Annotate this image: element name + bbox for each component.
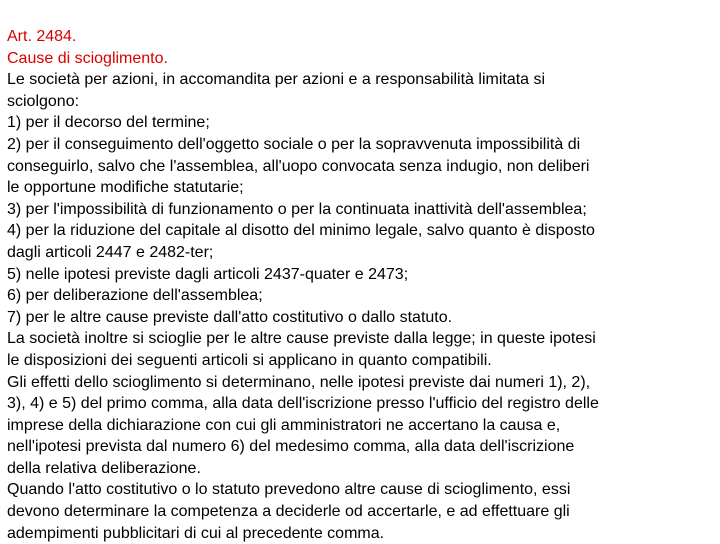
body-line: 6) per deliberazione dell'assemblea;	[7, 287, 263, 305]
article-title: Cause di scioglimento.	[7, 49, 168, 67]
body-line: La società inoltre si scioglie per le altre cause previste dalla legge; in queste ipotesi	[7, 330, 596, 348]
body-line: 7) per le altre cause previste dall'atto costitutivo o dallo statuto.	[7, 308, 453, 326]
body-line: devono determinare la competenza a deciderle od accertarle, e ad effettuare gli	[7, 503, 570, 521]
body-line: sciolgono:	[7, 92, 80, 110]
body-line: 3), 4) e 5) del primo comma, alla data dell'iscrizione presso l'ufficio del registro delle	[7, 395, 599, 413]
body-line: le disposizioni dei seguenti articoli si applicano in quanto compatibili.	[7, 351, 492, 369]
body-line: adempimenti pubblicitari di cui al precedente comma.	[7, 524, 385, 542]
body-line: 1) per il decorso del termine;	[7, 114, 210, 132]
article-number: Art. 2484.	[7, 28, 77, 45]
body-line: Le società per azioni, in accomandita per azioni e a responsabilità limitata si	[7, 71, 546, 89]
body-line: 5) nelle ipotesi previste dagli articoli 2437-quater e 2473;	[7, 265, 409, 283]
body-line: imprese della dichiarazione con cui gli amministratori ne accertano la causa e,	[7, 416, 561, 434]
body-line: le opportune modifiche statutarie;	[7, 179, 244, 197]
body-line: nell'ipotesi prevista dal numero 6) del medesimo comma, alla data dell'iscrizione	[7, 438, 575, 456]
article-body	[7, 69, 713, 544]
body-line: conseguirlo, salvo che l'assemblea, all'uopo convocata senza indugio, non deliberi	[7, 157, 590, 175]
body-line: 4) per la riduzione del capitale al disotto del minimo legale, salvo quanto è disposto	[7, 222, 595, 240]
body-line: Quando l'atto costitutivo o lo statuto prevedono altre cause di scioglimento, essi	[7, 481, 571, 499]
body-line: 3) per l'impossibilità di funzionamento o per la continuata inattività dell'assemblea;	[7, 200, 587, 218]
body-line: dagli articoli 2447 e 2482-ter;	[7, 243, 214, 261]
body-line: Gli effetti dello scioglimento si determinano, nelle ipotesi previste dai numeri 1), 2),	[7, 373, 591, 391]
body-line: della relativa deliberazione.	[7, 459, 201, 477]
article-document	[7, 26, 713, 544]
body-line: 2) per il conseguimento dell'oggetto sociale o per la sopravvenuta impossibilità di	[7, 135, 581, 153]
